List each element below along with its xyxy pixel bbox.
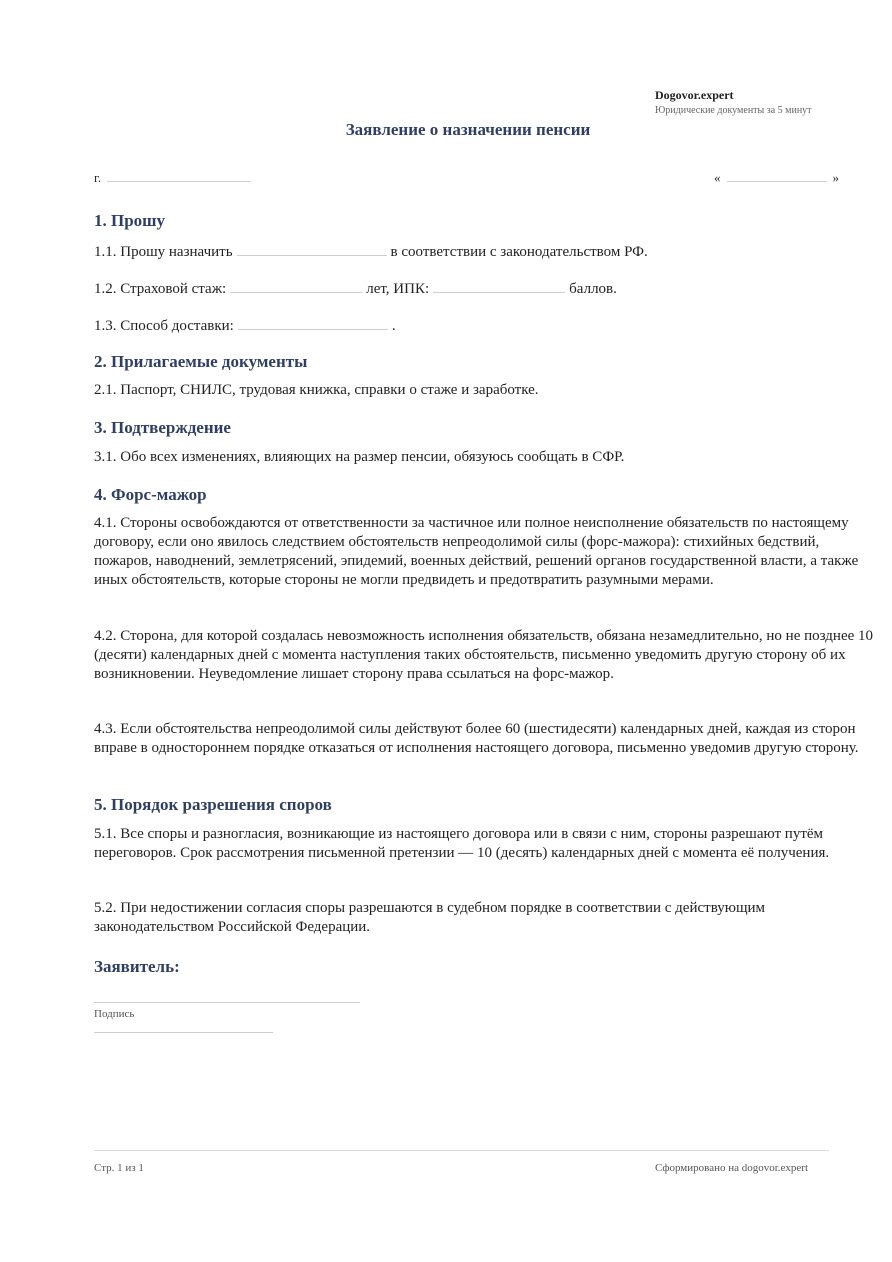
section-heading-3: 3. Подтверждение <box>94 418 231 437</box>
clause-4-3: 4.3. Если обстоятельства непреодолимой силы действуют более 60 (шестидесяти) календарных дней, каждая из сторон вправе в одностороннем порядке отказаться от исполнения настоящего договора, письменно уведомив другую сторону. <box>94 721 859 756</box>
clause-1-2-text-a: 1.2. Страховой стаж: <box>94 281 227 297</box>
section-heading-2: 2. Прилагаемые документы <box>94 352 308 371</box>
clause-1-3 <box>94 315 879 336</box>
clause-1-1-text-b: в соответствии с законодательством РФ. <box>390 244 648 260</box>
clause-2-1: 2.1. Паспорт, СНИЛС, трудовая книжка, справки о стаже и заработке. <box>94 382 539 398</box>
date-close-quote: » <box>832 170 839 185</box>
signature-label: Подпись <box>94 1008 135 1020</box>
clause-3-1: 3.1. Обо всех изменениях, влияющих на размер пенсии, обязуюсь сообщать в СФР. <box>94 449 625 465</box>
brand-name: Dogovor.expert <box>655 88 734 102</box>
brand-tagline: Юридические документы за 5 минут <box>655 105 812 116</box>
clause-1-2-text-c: баллов. <box>569 281 617 297</box>
applicant-heading: Заявитель: <box>94 957 180 976</box>
section-heading-5: 5. Порядок разрешения споров <box>94 795 332 814</box>
clause-5-1: 5.1. Все споры и разногласия, возникающие из настоящего договора или в связи с ним, стороны разрешают путём переговоров. Срок рассмотрения письменной претензии — 10 (десять) календарных дней с момента её получения. <box>94 826 830 861</box>
section-heading-4: 4. Форс-мажор <box>94 485 207 504</box>
generated-note: Сформировано на dogovor.expert <box>655 1162 809 1174</box>
place-field <box>94 169 251 186</box>
date-open-quote: « <box>714 170 721 185</box>
footer-divider <box>94 1150 829 1151</box>
date-blank[interactable] <box>727 169 827 182</box>
clause-1-3-text-a: 1.3. Способ доставки: <box>94 318 234 334</box>
clause-5-2: 5.2. При недостижении согласия споры разрешаются в судебном порядке в соответствии с действующим законодательством Российской Федерации. <box>94 900 766 935</box>
insurance-years-blank[interactable] <box>230 278 362 293</box>
clause-1-2 <box>94 278 879 299</box>
name-line[interactable] <box>94 1032 273 1033</box>
clause-4-2: 4.2. Сторона, для которой создалась невозможность исполнения обязательств, обязана незамедлительно, но не позднее 10 (десяти) календарных дней с момента наступления таких обстоятельств, письменно уведомить другую сторону об их возникновении. Неуведомление лишает сторону права ссылаться на форс-мажор. <box>94 628 874 682</box>
place-blank[interactable] <box>107 169 251 182</box>
page-number: Стр. 1 из 1 <box>94 1162 144 1174</box>
clause-4-1: 4.1. Стороны освобождаются от ответственности за частичное или полное неисполнение обязательств по настоящему договору, если оно явилось следствием обстоятельств непреодолимой силы (форс-мажора): стихийных бедствий, пожаров, наводнений, землетрясений, эпидемий, военных действий, решений органов государственной власти, а также иных обстоятельств, которые стороны не могли предвидеть и предотвратить разумными мерами. <box>94 515 859 588</box>
clause-1-1 <box>94 241 879 262</box>
document-title: Заявление о назначении пенсии <box>345 120 591 139</box>
signature-line[interactable] <box>94 1002 360 1003</box>
delivery-method-blank[interactable] <box>238 315 388 330</box>
section-heading-1: 1. Прошу <box>94 211 166 230</box>
clause-1-1-text-a: 1.1. Прошу назначить <box>94 244 233 260</box>
clause-1-2-text-b: лет, ИПК: <box>366 281 430 297</box>
brand-block <box>655 88 812 118</box>
clause-1-3-text-b: . <box>391 318 396 334</box>
ipk-blank[interactable] <box>433 278 565 293</box>
date-field <box>714 169 839 186</box>
pension-type-blank[interactable] <box>237 241 387 256</box>
place-prefix: г. <box>94 170 102 185</box>
